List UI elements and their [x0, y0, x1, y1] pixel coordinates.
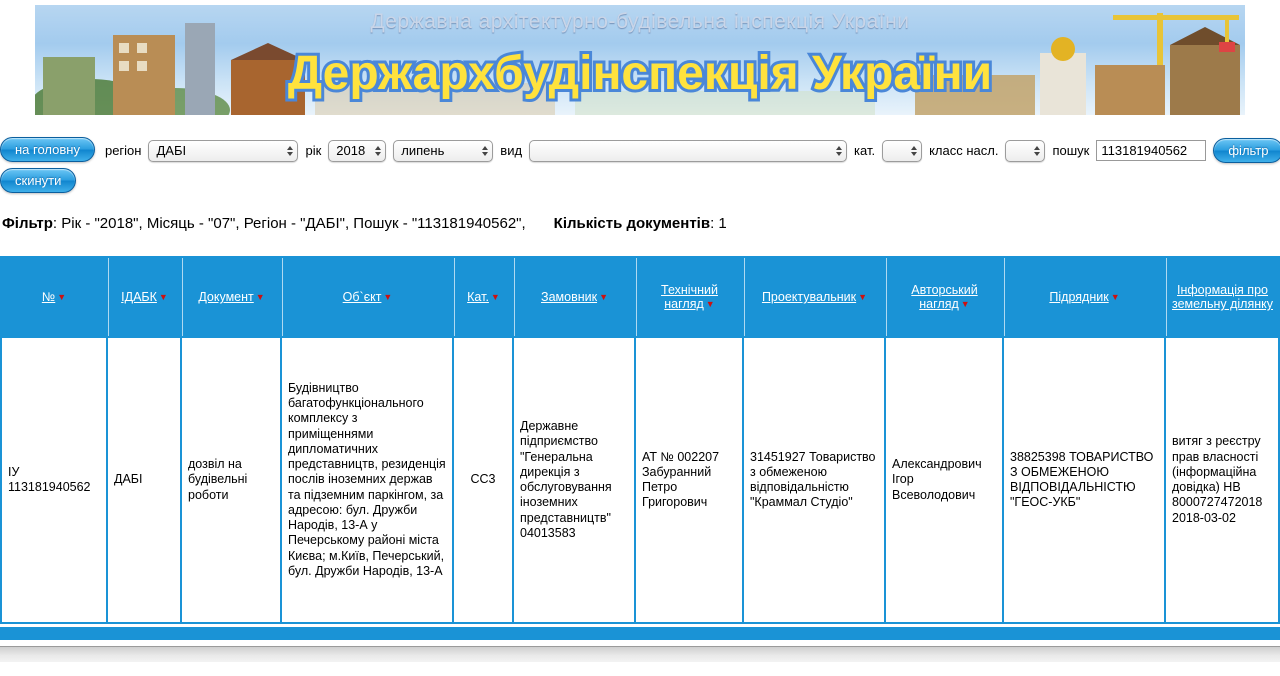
filter-button[interactable]: фільтр: [1213, 138, 1280, 163]
sort-icon: ▼: [705, 299, 715, 309]
filter-toolbar: [0, 137, 1280, 193]
sort-icon: ▼: [158, 292, 168, 302]
horizontal-scrollbar[interactable]: [0, 646, 1280, 662]
column-header-idabk: [108, 258, 180, 336]
search-label: пошук: [1052, 143, 1090, 158]
sort-link-idabk[interactable]: ІДАБК ▼: [121, 290, 168, 304]
type-select[interactable]: [529, 140, 847, 162]
site-banner: [35, 5, 1245, 115]
select-arrows-icon: [836, 146, 842, 156]
banner-title: Держархбудінспекція України: [287, 47, 993, 100]
table-header-row: [2, 258, 1278, 336]
column-header-tech-supervision: [636, 258, 742, 336]
filter-summary: [2, 215, 1280, 232]
banner-subtitle: Державна архітектурно-будівельна інспекція України: [370, 10, 910, 33]
sort-icon: ▼: [490, 292, 500, 302]
sort-link-customer[interactable]: Замовник ▼: [541, 290, 608, 304]
select-arrows-icon: [482, 146, 488, 156]
cell-tech-supervision: АТ № 002207 Забуранний Петро Григорович: [636, 338, 742, 622]
cell-number: ІУ 113181940562: [2, 338, 106, 622]
summary-filter-label: Фільтр: [2, 215, 53, 232]
region-select-value: ДАБІ: [156, 143, 187, 158]
cell-contractor: 38825398 ТОВАРИСТВО З ОБМЕЖЕНОЮ ВІДПОВІДАЛЬНІСТЮ "ГЕОС-УКБ": [1004, 338, 1164, 622]
type-label: вид: [500, 143, 523, 158]
sort-link-contractor[interactable]: Підрядник ▼: [1049, 290, 1120, 304]
column-header-category: [454, 258, 512, 336]
sort-link-designer[interactable]: Проектувальник ▼: [761, 290, 868, 304]
column-header-contractor: [1004, 258, 1164, 336]
sort-link-land-info[interactable]: Інформація про земельну ділянку: [1171, 283, 1273, 311]
select-arrows-icon: [375, 146, 381, 156]
sort-icon: ▼: [858, 292, 868, 302]
summary-count-label: Кількість документів: [553, 215, 711, 232]
class-label: класс насл.: [929, 143, 999, 158]
cell-land-info: витяг з реєстру прав власності (інформаційна довідка) НВ 8000727472018 2018-03-02: [1166, 338, 1278, 622]
select-arrows-icon: [911, 146, 917, 156]
class-select[interactable]: [1005, 140, 1045, 162]
column-header-author-supervision: [886, 258, 1002, 336]
category-label: кат.: [854, 143, 876, 158]
sort-link-tech-supervision[interactable]: Технічний нагляд ▼: [661, 283, 718, 311]
sort-link-number[interactable]: № ▼: [41, 290, 67, 304]
select-arrows-icon: [1034, 146, 1040, 156]
sort-link-category[interactable]: Кат. ▼: [467, 290, 500, 304]
summary-count-separator: :: [710, 215, 719, 232]
sort-icon: ▼: [57, 292, 67, 302]
summary-count-value: 1: [718, 215, 727, 232]
summary-filter-text: : Рік - "2018", Місяць - "07", Регіон - "ДАБІ", Пошук - "113181940562",: [52, 215, 526, 232]
month-select[interactable]: [393, 140, 493, 162]
select-arrows-icon: [287, 146, 293, 156]
cell-object: Будівництво багатофункціонального комплексу з приміщеннями дипломатичних представництв, резиденція послів іноземних держав та підземним паркінгом, за адресою: бул. Дружби Народів, 13-А у Печерському районі міста Києва; м.Київ, Печерський, бул. Дружби Народів, 13-А: [282, 338, 452, 622]
region-select[interactable]: [148, 140, 298, 162]
column-header-land-info: [1166, 258, 1278, 336]
cell-document: дозвіл на будівельні роботи: [182, 338, 280, 622]
documents-table: [0, 256, 1280, 624]
column-header-document: [182, 258, 280, 336]
cell-customer: Державне підприємство "Генеральна дирекція з обслуговування іноземних представництв" 04013583: [514, 338, 634, 622]
search-input[interactable]: [1096, 140, 1206, 161]
year-select-value: 2018: [336, 143, 366, 158]
month-select-value: липень: [401, 143, 445, 158]
sort-link-object[interactable]: Об`єкт ▼: [342, 290, 393, 304]
sort-icon: ▼: [1110, 292, 1120, 302]
reset-button[interactable]: скинути: [0, 168, 76, 193]
sort-icon: ▼: [255, 292, 265, 302]
year-label: рік: [305, 143, 322, 158]
cell-author-supervision: Александрович Ігор Всеволодович: [886, 338, 1002, 622]
sort-icon: ▼: [960, 299, 970, 309]
column-header-designer: [744, 258, 884, 336]
banner-title-art: [35, 37, 1245, 109]
table-footer-bar: [0, 627, 1280, 640]
table-row: [2, 338, 1278, 622]
home-button[interactable]: на головну: [0, 137, 95, 162]
column-header-number: [2, 258, 106, 336]
nav-buttons: [0, 137, 95, 193]
year-select[interactable]: [328, 140, 386, 162]
column-header-object: [282, 258, 452, 336]
sort-icon: ▼: [599, 292, 608, 302]
cell-category: СС3: [454, 338, 512, 622]
sort-link-document[interactable]: Документ ▼: [198, 290, 265, 304]
sort-link-author-supervision[interactable]: Авторський нагляд ▼: [911, 283, 978, 311]
cell-designer: 31451927 Товариство з обмеженою відповідальністю "Краммал Студіо": [744, 338, 884, 622]
region-label: регіон: [104, 143, 142, 158]
filter-controls: [105, 138, 1280, 163]
category-select[interactable]: [882, 140, 922, 162]
sort-icon: ▼: [383, 292, 393, 302]
column-header-customer: [514, 258, 634, 336]
cell-idabk: ДАБІ: [108, 338, 180, 622]
